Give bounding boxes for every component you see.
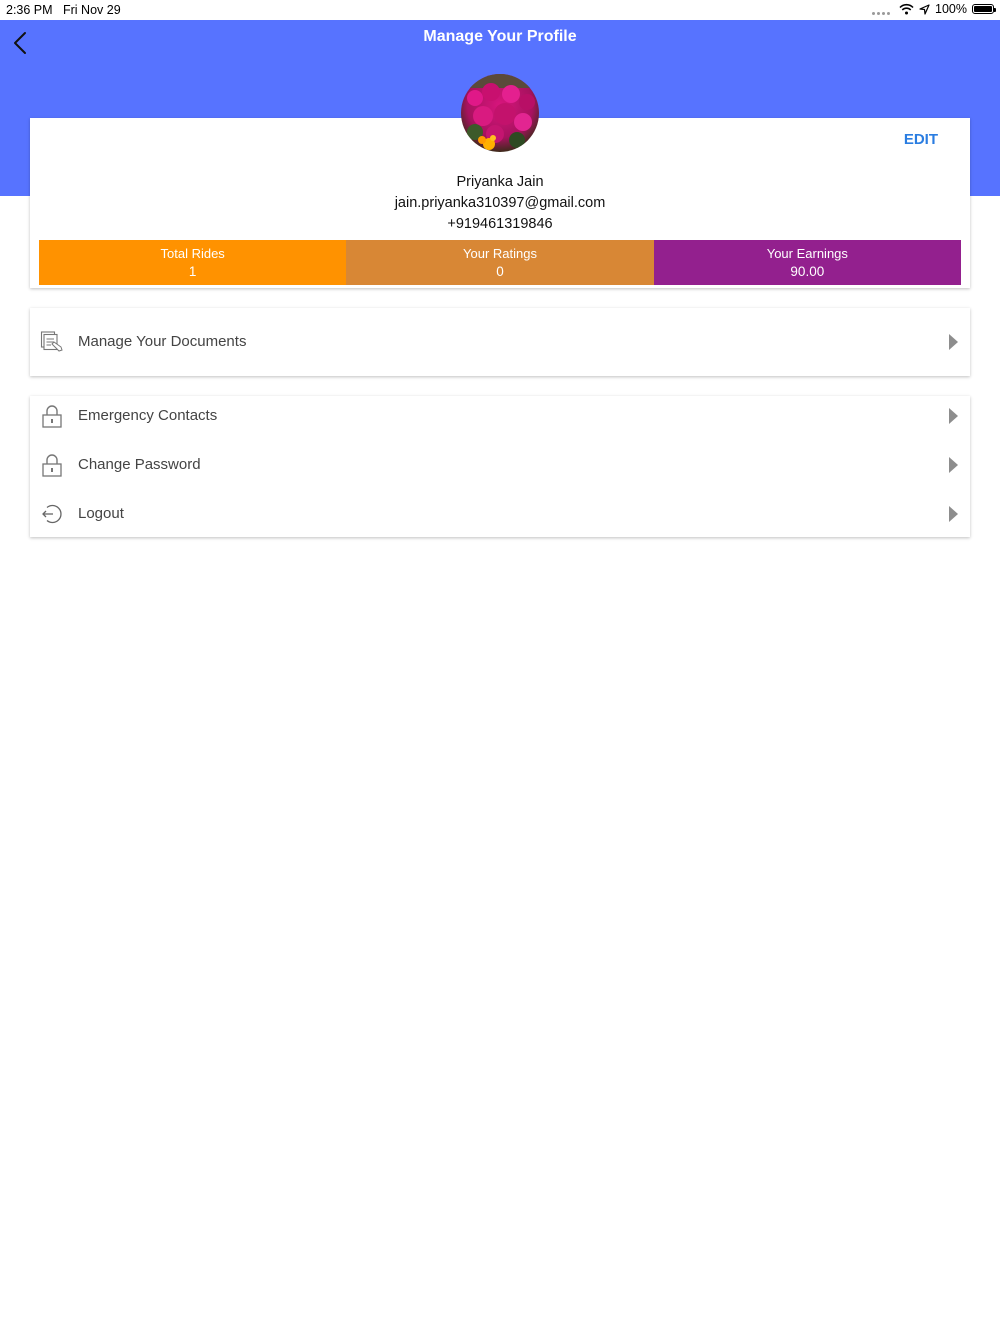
stat-value: 1 <box>188 264 197 279</box>
chevron-right-icon <box>949 334 958 350</box>
wifi-icon <box>899 3 914 15</box>
stat-label: Your Ratings <box>463 246 537 261</box>
battery-icon <box>972 4 994 14</box>
stat-value: 0 <box>496 264 504 279</box>
lock-icon <box>40 453 64 477</box>
status-time: 2:36 PM <box>6 3 53 17</box>
documents-icon <box>40 330 64 354</box>
menu-item-label: Manage Your Documents <box>78 333 247 350</box>
stat-your-earnings <box>654 240 961 285</box>
status-indicators <box>872 2 994 16</box>
status-date: Fri Nov 29 <box>63 3 121 17</box>
stat-label: Your Earnings <box>766 246 848 261</box>
status-bar <box>0 0 1000 20</box>
menu-item-label: Logout <box>78 505 124 522</box>
chevron-right-icon <box>949 408 958 424</box>
stats-bar <box>39 240 961 285</box>
stat-label: Total Rides <box>160 246 225 261</box>
menu-item-logout[interactable] <box>30 494 970 534</box>
signal-icon <box>872 4 890 15</box>
location-arrow-icon <box>919 4 930 15</box>
lock-icon <box>40 404 64 428</box>
menu-item-emergency-contacts[interactable] <box>30 396 970 436</box>
documents-card <box>30 308 970 376</box>
menu-item-change-password[interactable] <box>30 445 970 485</box>
stat-your-ratings <box>346 240 653 285</box>
profile-email: jain.priyanka310397@gmail.com <box>394 195 606 211</box>
chevron-right-icon <box>949 457 958 473</box>
stat-total-rides <box>39 240 346 285</box>
profile-name: Priyanka Jain <box>456 174 544 190</box>
menu-item-label: Emergency Contacts <box>78 407 218 424</box>
battery-percent: 100% <box>935 2 967 16</box>
stat-value: 90.00 <box>790 264 825 279</box>
menu-item-manage-documents[interactable] <box>30 322 970 362</box>
menu-item-label: Change Password <box>78 456 201 473</box>
profile-phone: +919461319846 <box>447 216 553 232</box>
page-title: Manage Your Profile <box>423 28 577 45</box>
edit-button[interactable]: EDIT <box>903 131 938 148</box>
avatar <box>461 74 539 152</box>
logout-icon <box>40 502 64 526</box>
account-card <box>30 396 970 537</box>
chevron-right-icon <box>949 506 958 522</box>
